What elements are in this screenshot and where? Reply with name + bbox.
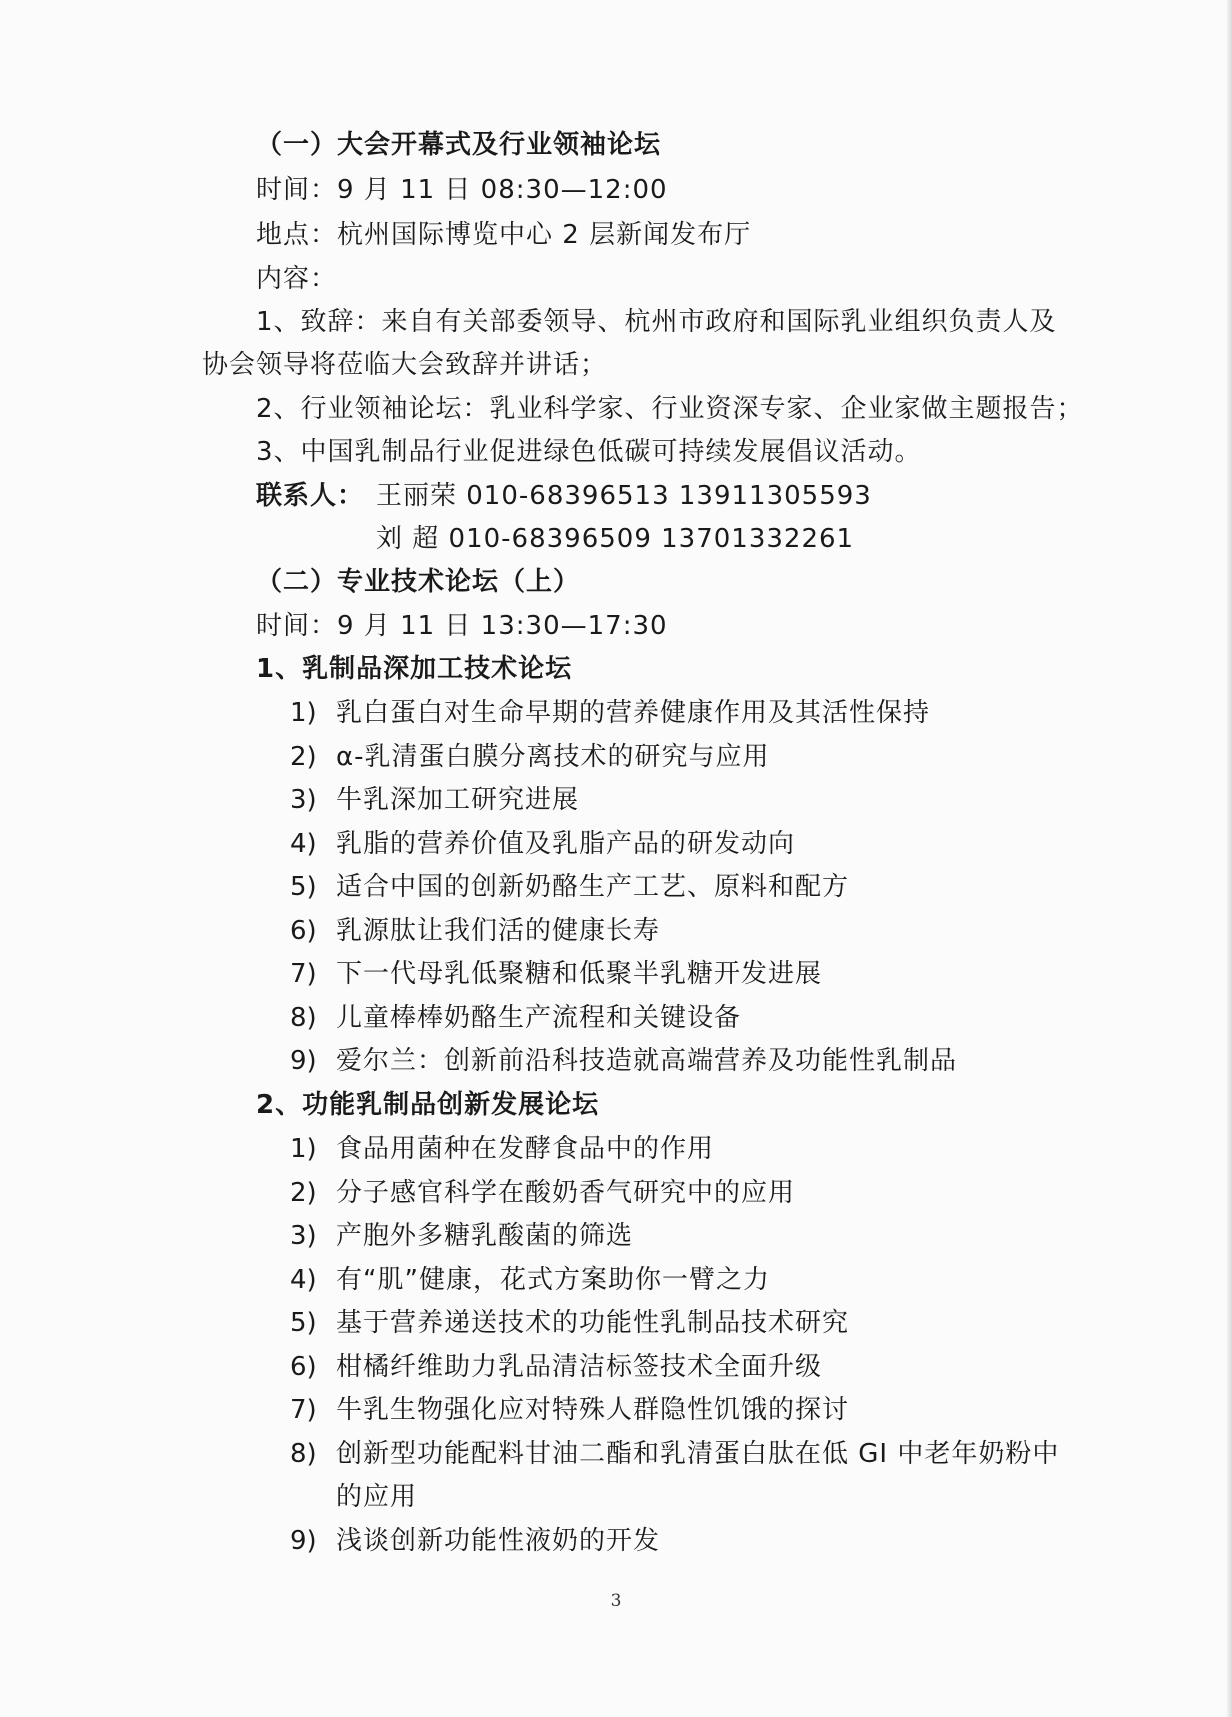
- list-item-text: 食品用菌种在发酵食品中的作用: [336, 1134, 715, 1164]
- list-item-number: 4): [290, 1264, 317, 1295]
- list-item-text: 下一代母乳低聚糖和低聚半乳糖开发进展: [336, 959, 823, 989]
- list-item-number: 9): [290, 1525, 317, 1556]
- list-item-number: 6): [290, 1351, 317, 1382]
- list-item-text: 分子感官科学在酸奶香气研究中的应用: [336, 1177, 796, 1208]
- list-item-text: 牛乳生物强化应对特殊人群隐性饥饿的探讨: [336, 1395, 850, 1425]
- list-item-number: 5): [290, 1308, 317, 1338]
- list-item-number: 6): [290, 915, 317, 946]
- list-item-number: 2): [290, 741, 317, 772]
- contact-label: 联系人：: [256, 481, 365, 511]
- section1-item1-line2: 协会领导将莅临大会致辞并讲话；: [202, 350, 608, 380]
- list-item-number: 8): [290, 1438, 317, 1469]
- list-item-text: 浅谈创新功能性液奶的开发: [336, 1525, 661, 1556]
- list-item-text: 儿童棒棒奶酪生产流程和关键设备: [336, 1002, 742, 1033]
- page-number: 3: [610, 1591, 622, 1611]
- contact-2: 刘 超 010-68396509 13701332261: [376, 524, 855, 554]
- section1-item3: 3、中国乳制品行业促进绿色低碳可持续发展倡议活动。: [256, 437, 922, 467]
- list-item-number: 1): [290, 698, 317, 728]
- section2-heading: （二）专业技术论坛（上）: [256, 567, 581, 597]
- list-item-number: 3): [290, 1221, 317, 1251]
- list-item-text: 产胞外多糖乳酸菌的筛选: [336, 1221, 634, 1251]
- section2-time: 时间：9 月 11 日 13:30—17:30: [256, 611, 668, 641]
- scan-edge: [1226, 0, 1232, 1717]
- list-item-number: 1): [290, 1134, 317, 1164]
- list-item-text: α-乳清蛋白膜分离技术的研究与应用: [336, 741, 770, 772]
- list-item-number: 3): [290, 785, 317, 815]
- list-item-text: 乳脂的营养价值及乳脂产品的研发动向: [336, 828, 796, 859]
- list-item-text: 有“肌”健康，花式方案助你一臂之力: [336, 1264, 770, 1295]
- list-item-text: 柑橘纤维助力乳品清洁标签技术全面升级: [336, 1351, 823, 1382]
- list-item-number: 9): [290, 1046, 317, 1076]
- list-item-text: 的应用: [336, 1482, 418, 1512]
- list-item-text: 创新型功能配料甘油二酯和乳清蛋白肽在低 GI 中老年奶粉中: [336, 1438, 1060, 1469]
- list-item-number: 4): [290, 828, 317, 859]
- list-item-text: 适合中国的创新奶酪生产工艺、原料和配方: [336, 872, 850, 902]
- section1-place: 地点：杭州国际博览中心 2 层新闻发布厅: [256, 220, 752, 250]
- list-item-number: 8): [290, 1002, 317, 1033]
- section1-time: 时间：9 月 11 日 08:30—12:00: [256, 175, 668, 205]
- forum1-title: 1、乳制品深加工技术论坛: [256, 654, 573, 684]
- list-item-text: 爱尔兰：创新前沿科技造就高端营养及功能性乳制品: [336, 1046, 958, 1076]
- forum2-title: 2、功能乳制品创新发展论坛: [256, 1090, 600, 1120]
- list-item-text: 乳源肽让我们活的健康长寿: [336, 915, 661, 946]
- list-item-number: 7): [290, 959, 317, 989]
- list-item-text: 牛乳深加工研究进展: [336, 785, 580, 815]
- section1-item1-line1: 1、致辞：来自有关部委领导、杭州市政府和国际乳业组织负责人及: [256, 307, 1057, 337]
- section1-heading: （一）大会开幕式及行业领袖论坛: [256, 130, 662, 160]
- contact-1: 王丽荣 010-68396513 13911305593: [376, 481, 872, 511]
- section1-item2: 2、行业领袖论坛：乳业科学家、行业资深专家、企业家做主题报告；: [256, 394, 1084, 424]
- list-item-number: 2): [290, 1177, 317, 1208]
- list-item-number: 7): [290, 1395, 317, 1425]
- section1-content-label: 内容：: [256, 264, 338, 294]
- list-item-text: 基于营养递送技术的功能性乳制品技术研究: [336, 1308, 850, 1338]
- list-item-number: 5): [290, 872, 317, 902]
- list-item-text: 乳白蛋白对生命早期的营养健康作用及其活性保持: [336, 698, 931, 728]
